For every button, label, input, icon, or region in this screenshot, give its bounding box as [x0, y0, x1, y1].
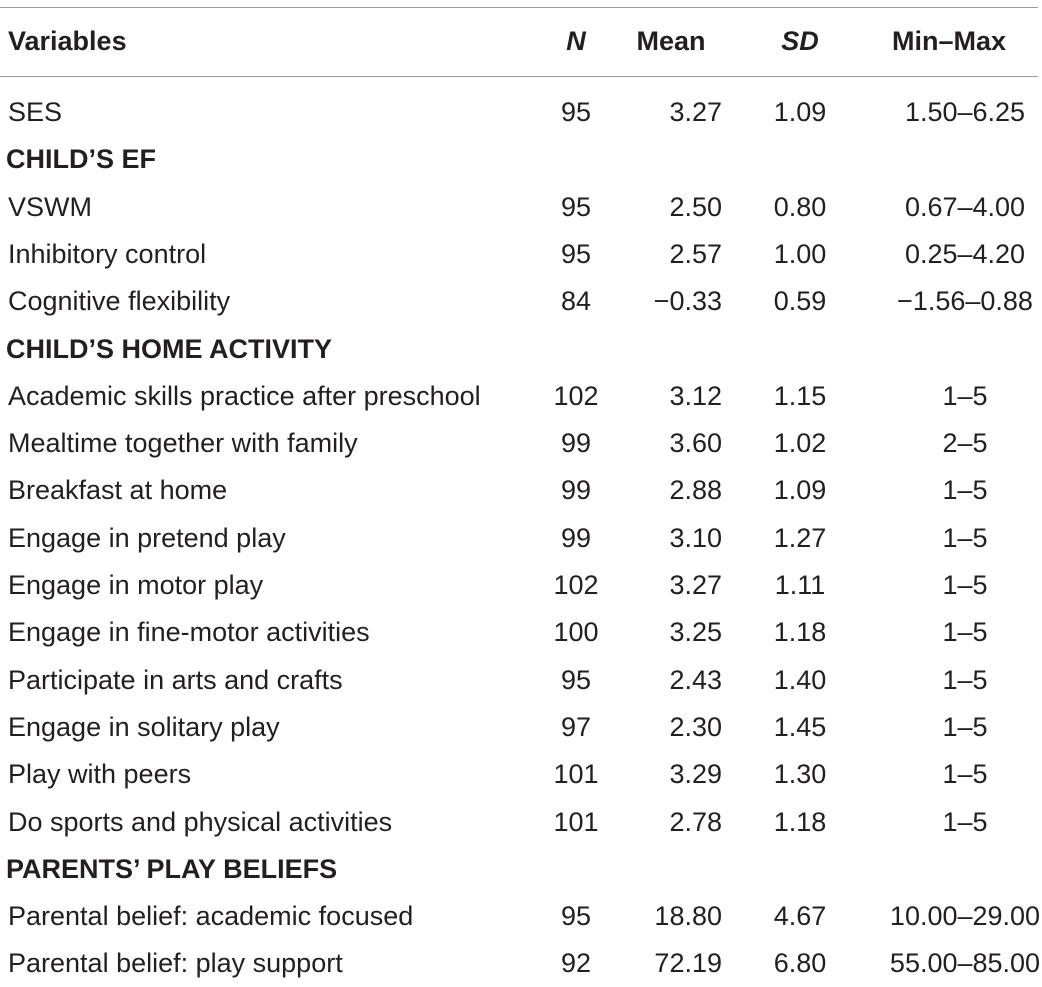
variable-cell: Engage in solitary play [8, 711, 280, 742]
sd-cell: 1.00 [773, 238, 827, 269]
range-cell: 0.67–4.00 [904, 191, 1026, 222]
variable-cell: Inhibitory control [8, 238, 207, 269]
sd-cell: 1.15 [773, 380, 827, 411]
mean-cell: 3.27 [669, 97, 722, 127]
table-row [0, 799, 1042, 846]
n-cell: 102 [553, 570, 599, 600]
n-cell: 99 [560, 428, 592, 459]
sd-cell: 1.09 [773, 97, 827, 127]
range-cell: 55.00–85.00 [889, 948, 1041, 979]
variable-cell: Mealtime together with family [8, 428, 358, 459]
n-cell: 99 [560, 475, 592, 506]
variable-cell: Academic skills practice after preschool [8, 380, 481, 411]
sd-cell: 1.45 [773, 711, 827, 742]
header-sd: SD [781, 26, 819, 56]
n-cell: 100 [553, 617, 599, 648]
section-header-row [0, 846, 1042, 893]
table-row [0, 373, 1042, 420]
header-n: N [566, 26, 586, 56]
range-cell: 1–5 [942, 380, 988, 411]
section-label: CHILD’S EF [6, 144, 157, 175]
mean-cell: −0.33 [653, 286, 722, 317]
n-cell: 97 [560, 711, 592, 742]
table-row [0, 278, 1042, 325]
mean-cell: 18.80 [654, 901, 722, 932]
section-label: PARENTS’ PLAY BELIEFS [6, 853, 338, 884]
variable-cell: Participate in arts and crafts [8, 664, 343, 695]
sd-cell: 1.02 [773, 428, 827, 459]
table-row [0, 751, 1042, 798]
sd-cell: 4.67 [773, 901, 827, 932]
mean-cell: 2.57 [669, 238, 722, 269]
mean-cell: 2.88 [669, 475, 722, 506]
range-cell: 1–5 [942, 711, 988, 742]
variable-cell: Engage in pretend play [8, 522, 286, 553]
n-cell: 101 [553, 806, 599, 837]
mean-cell: 3.60 [669, 428, 722, 459]
table-row [0, 420, 1042, 467]
n-cell: 95 [560, 191, 592, 222]
mean-cell: 3.27 [669, 570, 722, 600]
table-row [0, 704, 1042, 751]
table-row [0, 562, 1042, 609]
n-cell: 99 [560, 522, 592, 553]
range-cell: 10.00–29.00 [889, 901, 1041, 932]
section-header-row [0, 326, 1042, 373]
table-row [0, 609, 1042, 656]
table-row [0, 657, 1042, 704]
mean-cell: 2.50 [669, 191, 722, 222]
n-cell: 92 [560, 948, 592, 979]
variable-cell: VSWM [8, 191, 92, 222]
header-mean: Mean [636, 26, 706, 56]
range-cell: −1.56–0.88 [897, 286, 1033, 317]
table-top-rule [0, 7, 1038, 8]
mean-cell: 2.30 [669, 711, 722, 742]
sd-cell: 1.11 [774, 570, 826, 600]
n-cell: 102 [553, 380, 599, 411]
range-cell: 1–5 [942, 759, 988, 790]
table-header-row [0, 18, 1042, 65]
table-row [0, 231, 1042, 278]
table-row [0, 184, 1042, 231]
mean-cell: 3.25 [669, 617, 722, 648]
range-cell: 2–5 [942, 428, 988, 459]
sd-cell: 0.59 [773, 286, 827, 317]
sd-cell: 6.80 [773, 948, 827, 979]
range-cell: 1–5 [942, 475, 988, 506]
variable-cell: Cognitive flexibility [8, 286, 231, 317]
variable-cell: Parental belief: academic focused [8, 901, 414, 932]
sd-cell: 1.40 [773, 664, 827, 695]
sd-cell: 1.18 [773, 806, 827, 837]
table-row [0, 89, 1042, 136]
range-cell: 1–5 [942, 664, 988, 695]
variable-cell: Play with peers [8, 759, 192, 790]
table-row [0, 893, 1042, 940]
n-cell: 101 [553, 759, 599, 790]
section-label: CHILD’S HOME ACTIVITY [6, 333, 333, 364]
variable-cell: Engage in motor play [8, 570, 264, 600]
sd-cell: 0.80 [773, 191, 827, 222]
range-cell: 1–5 [942, 522, 988, 553]
range-cell: 1–5 [942, 617, 988, 648]
n-cell: 95 [560, 664, 592, 695]
table-row [0, 515, 1042, 562]
range-cell: 0.25–4.20 [904, 238, 1026, 269]
range-cell: 1–5 [942, 806, 988, 837]
range-cell: 1.50–6.25 [904, 97, 1026, 127]
table-row [0, 467, 1042, 514]
range-cell: 1–5 [942, 570, 988, 600]
variable-cell: Do sports and physical activities [8, 806, 393, 837]
variable-cell: SES [8, 97, 63, 127]
table-row [0, 940, 1042, 987]
variable-cell: Engage in fine-motor activities [8, 617, 370, 648]
variable-cell: Breakfast at home [8, 475, 228, 506]
sd-cell: 1.30 [773, 759, 827, 790]
section-header-row [0, 136, 1042, 183]
n-cell: 95 [560, 97, 592, 127]
sd-cell: 1.18 [773, 617, 827, 648]
mean-cell: 3.29 [669, 759, 722, 790]
n-cell: 95 [560, 238, 592, 269]
variable-cell: Parental belief: play support [8, 948, 343, 979]
n-cell: 95 [560, 901, 592, 932]
header-range: Min–Max [891, 26, 1007, 56]
mean-cell: 3.10 [669, 522, 722, 553]
mean-cell: 72.19 [654, 948, 722, 979]
mean-cell: 2.43 [669, 664, 722, 695]
mean-cell: 3.12 [669, 380, 722, 411]
n-cell: 84 [560, 286, 592, 317]
mean-cell: 2.78 [669, 806, 722, 837]
sd-cell: 1.09 [773, 475, 827, 506]
header-variables: Variables [8, 26, 127, 56]
table-header-rule [0, 76, 1038, 77]
sd-cell: 1.27 [773, 522, 827, 553]
